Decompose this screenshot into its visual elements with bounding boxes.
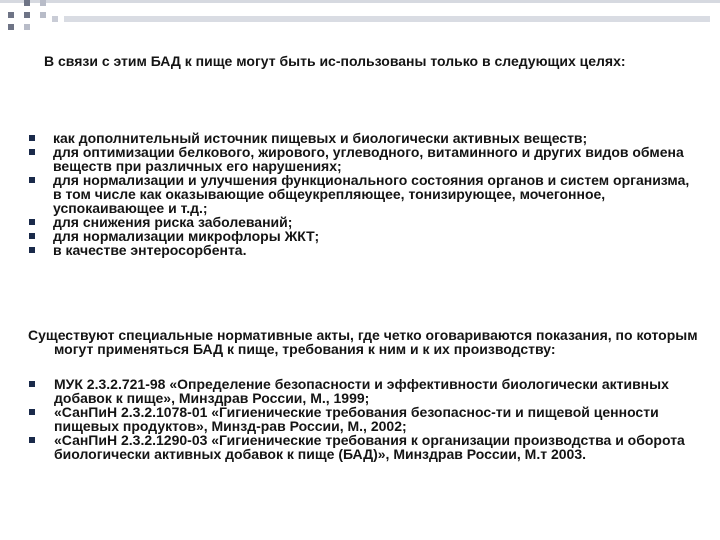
intro-text: В связи с этим БАД к пище могут быть ис-пользованы только в следующих целях: [44, 53, 626, 69]
list-item-text: «СанПиН 2.3.2.1290-03 «Гигиенические требования к организации производства и оборота биологически активных добавок к пище (БАД)», Минздрав России, М.т 2003. [54, 432, 685, 462]
list-item-text: для снижения риска заболеваний; [53, 214, 293, 230]
square-bullet-icon [29, 219, 35, 225]
list-item-text: для оптимизации белкового, жирового, углеводного, витаминного и других видов обмена веществ при различных его нарушениях; [53, 144, 684, 174]
list-item-text: для нормализации и улучшения функционального состояния органов и систем организма, в том числе как оказывающие общеукрепляющее, тонизирующее, мочегонное, успокаивающее и т.д.; [53, 172, 690, 216]
list-item-text: для нормализации микрофлоры ЖКТ; [53, 228, 320, 244]
square-bullet-icon [29, 437, 35, 443]
list-item [53, 243, 693, 257]
list-item-text: МУК 2.3.2.721-98 «Определение безопасности и эффективности биологически активных добавок к пище», Минздрав России, М., 1999; [54, 376, 669, 406]
list-item [53, 131, 693, 145]
regulations-list [54, 377, 699, 461]
square-bullet-icon [29, 381, 35, 387]
purposes-list [53, 131, 693, 257]
list-item [53, 173, 693, 215]
list-item [53, 145, 693, 173]
square-bullet-icon [29, 247, 35, 253]
list-item-text: как дополнительный источник пищевых и биологически активных веществ; [53, 130, 588, 146]
list-item [53, 229, 693, 243]
square-bullet-icon [29, 233, 35, 239]
list-item [54, 377, 699, 405]
square-bullet-icon [29, 409, 35, 415]
list-item [53, 215, 693, 229]
list-item [54, 433, 699, 461]
square-bullet-icon [29, 149, 35, 155]
square-bullet-icon [29, 177, 35, 183]
header-decoration [0, 0, 720, 40]
regulations-intro: Существуют специальные нормативные акты, где четко оговариваются показания, по которым могут применяться БАД к пище, требования к ним и к их производству: [28, 327, 698, 357]
square-bullet-icon [29, 135, 35, 141]
list-item [54, 405, 699, 433]
list-item-text: в качестве энтеросорбента. [53, 242, 247, 258]
list-item-text: «СанПиН 2.3.2.1078-01 «Гигиенические требования безопаснос-ти и пищевой ценности пищевых продуктов», Минзд-рав России, М., 2002; [54, 404, 659, 434]
